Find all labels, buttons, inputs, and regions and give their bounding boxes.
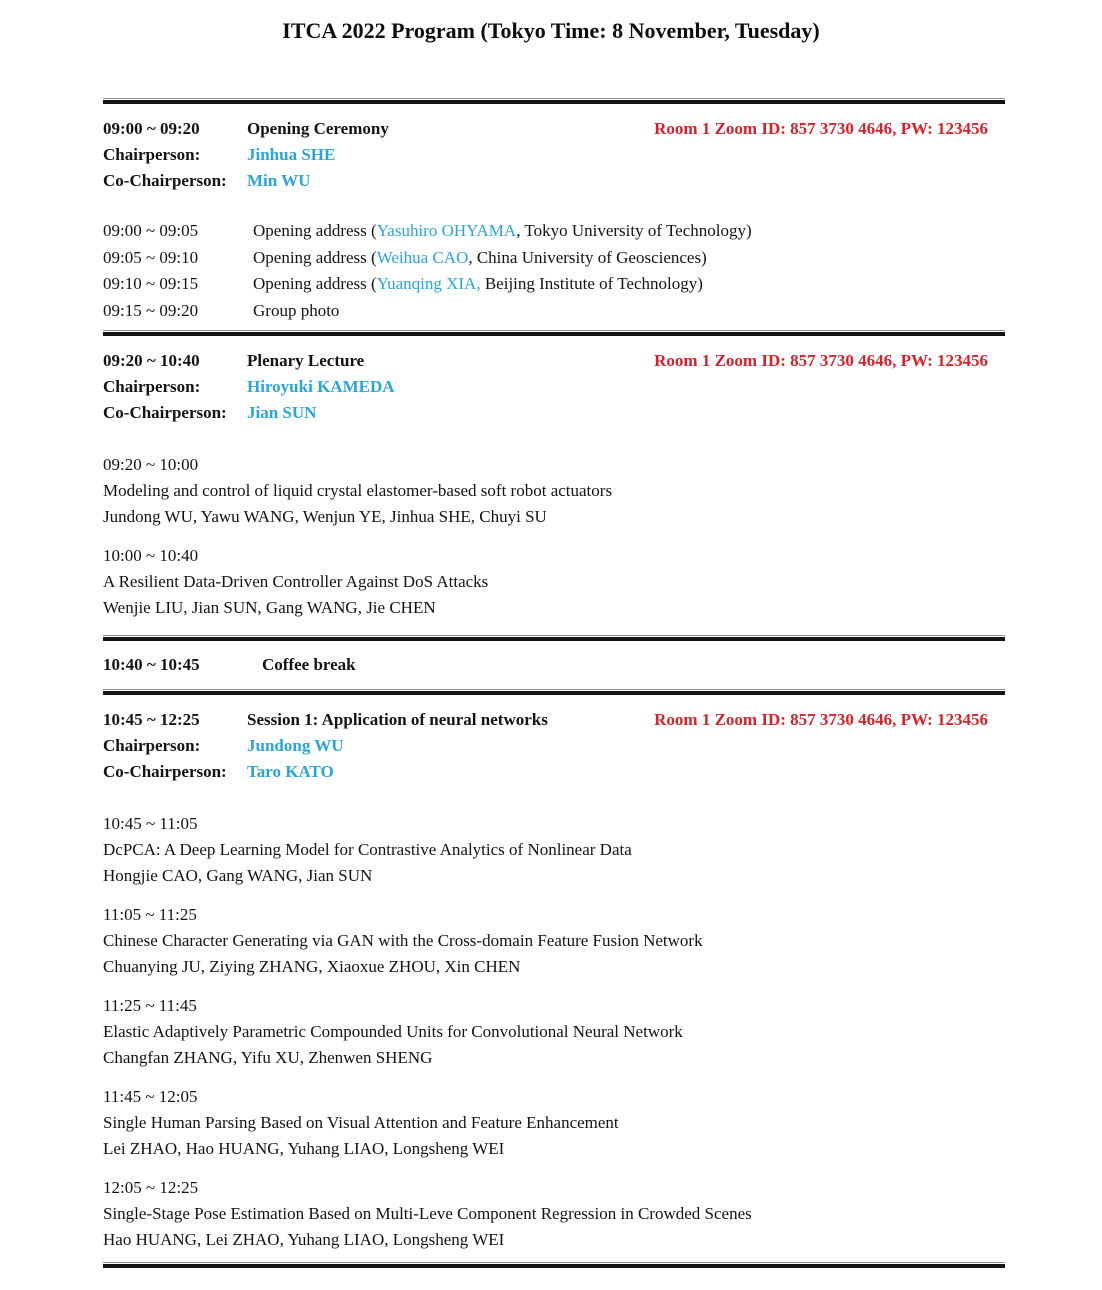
co-chairperson-row	[103, 759, 1005, 785]
talk-title: Elastic Adaptively Parametric Compounded Units for Convolutional Neural Network	[103, 1022, 683, 1041]
session-time: 10:45 ~ 12:25	[103, 710, 200, 729]
co-chairperson-label: Co-Chairperson:	[103, 403, 227, 422]
opening-items	[103, 218, 1005, 324]
session-title: Opening Ceremony	[247, 119, 389, 138]
talk	[103, 902, 1005, 980]
talk-time: 10:00 ~ 10:40	[103, 546, 199, 565]
speaker-name: Weihua CAO	[376, 247, 469, 267]
co-chairperson-row	[103, 400, 1005, 426]
divider-rule	[103, 635, 1005, 641]
chairperson-name: Jinhua SHE	[247, 145, 336, 164]
item-time: 09:00 ~ 09:05	[103, 221, 199, 240]
talk-authors: Hongjie CAO, Gang WANG, Jian SUN	[103, 866, 373, 885]
schedule-item	[103, 218, 1005, 245]
session1-talks	[103, 811, 1005, 1253]
item-text	[253, 245, 1005, 272]
divider-rule	[103, 1262, 1005, 1268]
talk-time: 11:25 ~ 11:45	[103, 996, 197, 1015]
speaker-name: Yasuhiro OHYAMA	[376, 221, 517, 240]
session-header-row	[103, 707, 1005, 733]
talk	[103, 452, 1005, 530]
item-text-post: Beijing Institute of Technology)	[480, 274, 703, 293]
co-chairperson-name: Taro KATO	[247, 762, 334, 781]
page-title: ITCA 2022 Program (Tokyo Time: 8 November, Tuesday)	[282, 18, 820, 43]
item-text-pre: Opening address (	[253, 274, 377, 293]
chairperson-name: Hiroyuki KAMEDA	[247, 377, 395, 396]
talk-authors: Lei ZHAO, Hao HUANG, Yuhang LIAO, Longsheng WEI	[103, 1139, 505, 1158]
program-content	[103, 98, 1005, 1268]
session-time: 09:00 ~ 09:20	[103, 119, 200, 138]
coffee-break-row	[103, 651, 1005, 679]
session-header-row	[103, 116, 1005, 142]
talk-authors: Chuanying JU, Ziying ZHANG, Xiaoxue ZHOU, Xin CHEN	[103, 957, 521, 976]
talk	[103, 811, 1005, 889]
chairperson-label: Chairperson:	[103, 377, 201, 396]
talk-time: 11:45 ~ 12:05	[103, 1087, 198, 1106]
talk-time: 12:05 ~ 12:25	[103, 1178, 199, 1197]
chairperson-label: Chairperson:	[103, 736, 201, 755]
talk	[103, 1084, 1005, 1162]
session-header-opening	[103, 116, 1005, 194]
session-time: 09:20 ~ 10:40	[103, 351, 200, 370]
item-text-pre: Opening address (	[253, 247, 377, 267]
item-text	[253, 218, 1005, 245]
talk-authors: Changfan ZHANG, Yifu XU, Zhenwen SHENG	[103, 1048, 433, 1067]
co-chairperson-name: Jian SUN	[247, 403, 317, 422]
divider-rule	[103, 98, 1005, 104]
talk-title: A Resilient Data-Driven Controller Against DoS Attacks	[103, 572, 489, 591]
talk-title: Chinese Character Generating via GAN with the Cross-domain Feature Fusion Network	[103, 931, 703, 950]
item-text	[253, 298, 1005, 325]
session-title: Plenary Lecture	[247, 351, 365, 370]
chairperson-name: Jundong WU	[247, 736, 344, 755]
schedule-item	[103, 245, 1005, 272]
chairperson-row	[103, 142, 1005, 168]
session-header-row	[103, 348, 1005, 374]
talk	[103, 543, 1005, 621]
chairperson-row	[103, 374, 1005, 400]
co-chairperson-label: Co-Chairperson:	[103, 171, 227, 190]
plenary-talks	[103, 452, 1005, 621]
item-text-post: , China University of Geosciences)	[468, 247, 707, 267]
item-text-pre: Opening address (	[253, 221, 377, 240]
talk-title: Single-Stage Pose Estimation Based on Multi-Leve Component Regression in Crowded Scenes	[103, 1204, 752, 1223]
schedule-item	[103, 271, 1005, 298]
talk-authors: Jundong WU, Yawu WANG, Wenjun YE, Jinhua SHE, Chuyi SU	[103, 507, 547, 526]
talk-title: DcPCA: A Deep Learning Model for Contrastive Analytics of Nonlinear Data	[103, 840, 632, 859]
divider-rule	[103, 689, 1005, 695]
room-zoom-info: Room 1 Zoom ID: 857 3730 4646, PW: 123456	[654, 119, 988, 138]
coffee-break-time: 10:40 ~ 10:45	[103, 655, 200, 674]
chairperson-label: Chairperson:	[103, 145, 201, 164]
talk-authors: Hao HUANG, Lei ZHAO, Yuhang LIAO, Longsheng WEI	[103, 1230, 505, 1249]
co-chairperson-row	[103, 168, 1005, 194]
session-header-plenary	[103, 348, 1005, 426]
co-chairperson-label: Co-Chairperson:	[103, 762, 227, 781]
room-zoom-info: Room 1 Zoom ID: 857 3730 4646, PW: 123456	[654, 710, 988, 729]
talk-authors: Wenjie LIU, Jian SUN, Gang WANG, Jie CHEN	[103, 598, 436, 617]
talk-time: 11:05 ~ 11:25	[103, 905, 197, 924]
item-time: 09:15 ~ 09:20	[103, 300, 199, 320]
item-text-post: , Tokyo University of Technology)	[516, 221, 752, 240]
session-title: Session 1: Application of neural networks	[247, 710, 548, 729]
talk-title: Modeling and control of liquid crystal elastomer-based soft robot actuators	[103, 481, 613, 500]
talk-time: 10:45 ~ 11:05	[103, 814, 198, 833]
chairperson-row	[103, 733, 1005, 759]
speaker-name: Yuanqing XIA,	[376, 274, 481, 293]
talk	[103, 1175, 1005, 1253]
room-zoom-info: Room 1 Zoom ID: 857 3730 4646, PW: 123456	[654, 351, 988, 370]
item-time: 09:05 ~ 09:10	[103, 247, 199, 267]
session-header-session1	[103, 707, 1005, 785]
coffee-break-label: Coffee break	[262, 655, 356, 674]
talk-title: Single Human Parsing Based on Visual Attention and Feature Enhancement	[103, 1113, 619, 1132]
item-text-pre: Group photo	[253, 300, 340, 320]
item-time: 09:10 ~ 09:15	[103, 274, 199, 293]
divider-rule	[103, 330, 1005, 336]
co-chairperson-name: Min WU	[247, 171, 311, 190]
talk	[103, 993, 1005, 1071]
schedule-item	[103, 298, 1005, 325]
item-text	[253, 271, 1005, 298]
talk-time: 09:20 ~ 10:00	[103, 455, 199, 474]
